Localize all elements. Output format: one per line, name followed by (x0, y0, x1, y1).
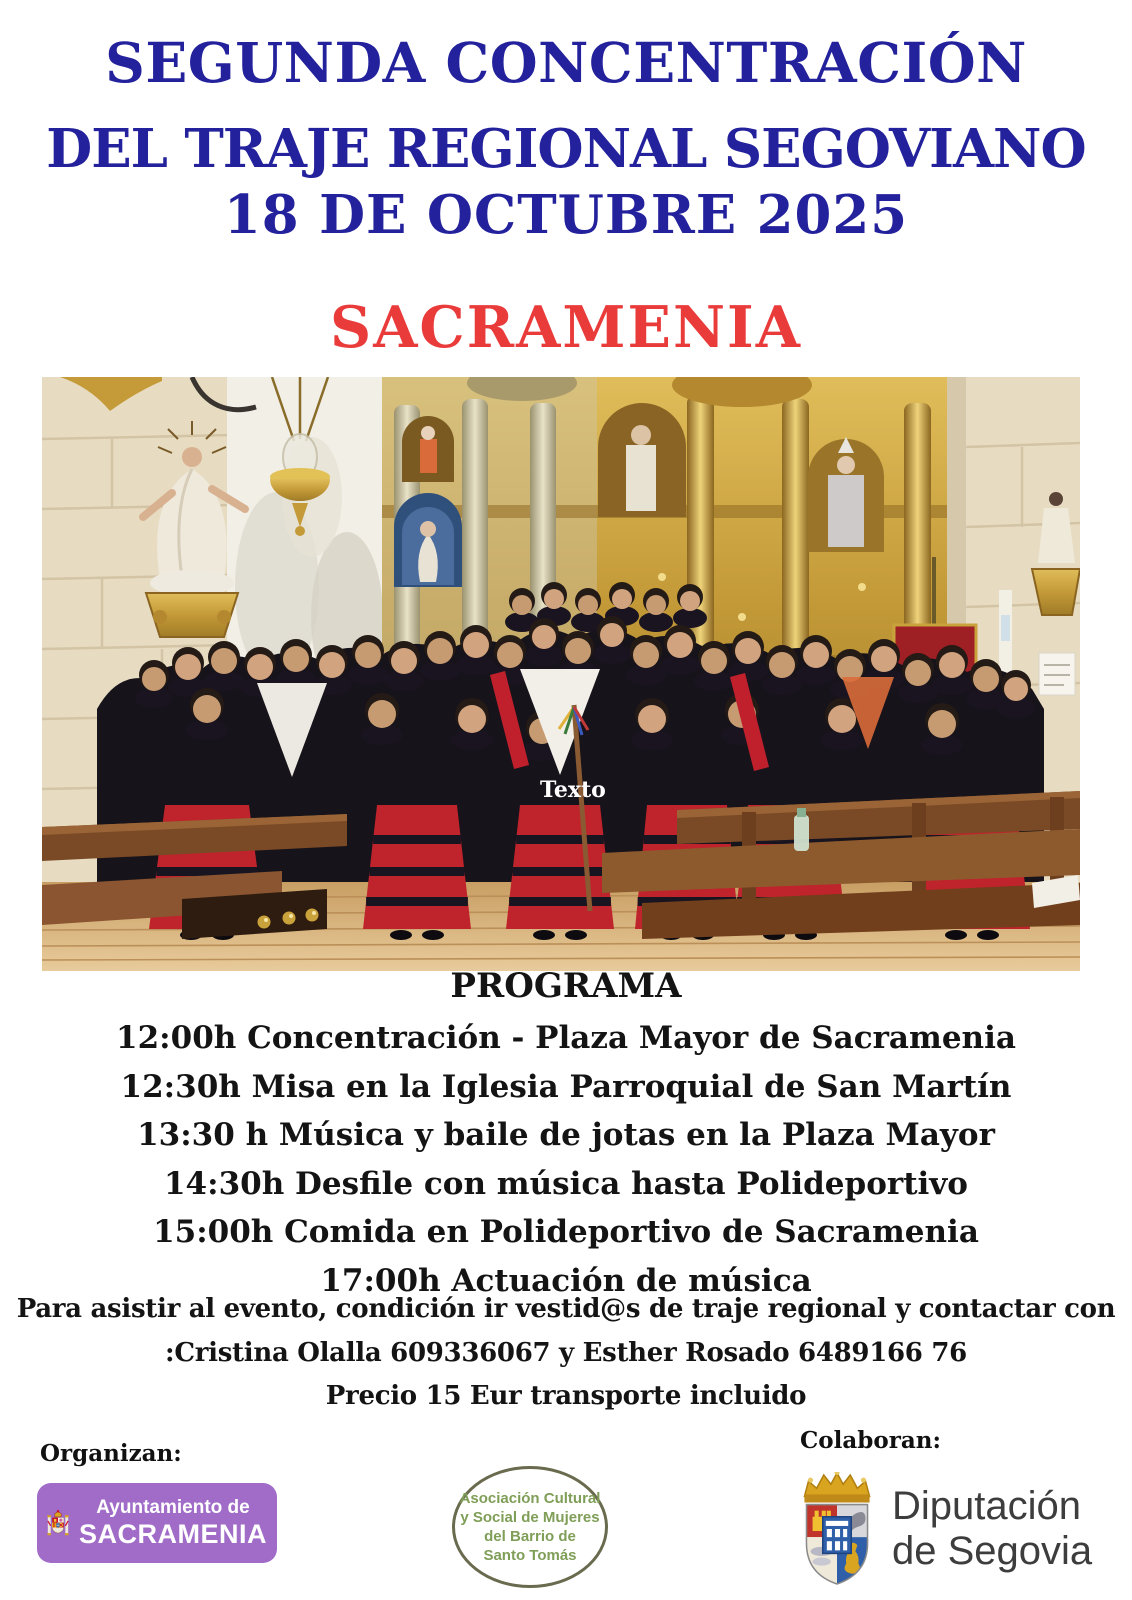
program-item: 17:00h Actuación de música (320, 1262, 812, 1299)
asociacion-line: y Social de Mujeres (460, 1509, 600, 1526)
asociacion-line: Asociación Cultural (459, 1490, 601, 1507)
program-item: 12:30h Misa en la Iglesia Parroquial de San Martín (120, 1068, 1012, 1105)
note-line: :Cristina Olalla 609336067 y Esther Rosado 6489166 76 (165, 1337, 967, 1368)
notes-block (0, 1288, 1132, 1419)
wall-notice-paper (1039, 653, 1075, 695)
ayuntamiento-line2: SACRAMENIA (78, 1519, 267, 1549)
ayuntamiento-logo (37, 1483, 277, 1563)
program-heading: PROGRAMA (450, 966, 682, 1006)
note-line: Precio 15 Eur transporte incluido (325, 1381, 807, 1411)
diputacion-logo (796, 1472, 1092, 1586)
program-list (0, 1014, 1132, 1305)
title-line-3: 18 DE OCTUBRE 2025 (223, 184, 909, 246)
note-line: Para asistir al evento, condición ir vestid@s de traje regional y contactar con (16, 1294, 1116, 1324)
diputacion-line1: Diputación (892, 1484, 1082, 1528)
asociacion-line: Santo Tomás (483, 1547, 577, 1564)
title-line-2: DEL TRAJE REGIONAL SEGOVIANO (46, 118, 1086, 180)
church-group-illustration (42, 377, 1080, 971)
diputacion-line2: de Segovia (892, 1529, 1093, 1573)
segovia-shield-icon (796, 1472, 878, 1586)
program-item: 13:30 h Música y baile de jotas en la Plaza Mayor (137, 1117, 995, 1153)
event-photo (42, 377, 1080, 971)
program-item: 12:00h Concentración - Plaza Mayor de Sacramenia (116, 1020, 1016, 1056)
program-item: 15:00h Comida en Polideportivo de Sacramenia (153, 1214, 979, 1250)
ayuntamiento-line1: Ayuntamiento de (96, 1497, 250, 1518)
program-item: 14:30h Desfile con música hasta Polideportivo (163, 1165, 968, 1202)
photo-watermark: Texto (540, 777, 606, 803)
title-line-1: SEGUNDA CONCENTRACIÓN (105, 30, 1027, 95)
location-title: SACRAMENIA (330, 294, 802, 361)
spain-coat-of-arms-icon (47, 1490, 69, 1556)
asociacion-line: del Barrio de (484, 1528, 576, 1545)
organizers-label: Organizan: (40, 1440, 182, 1467)
asociacion-logo (452, 1466, 608, 1588)
collaborators-label: Colaboran: (800, 1427, 941, 1454)
